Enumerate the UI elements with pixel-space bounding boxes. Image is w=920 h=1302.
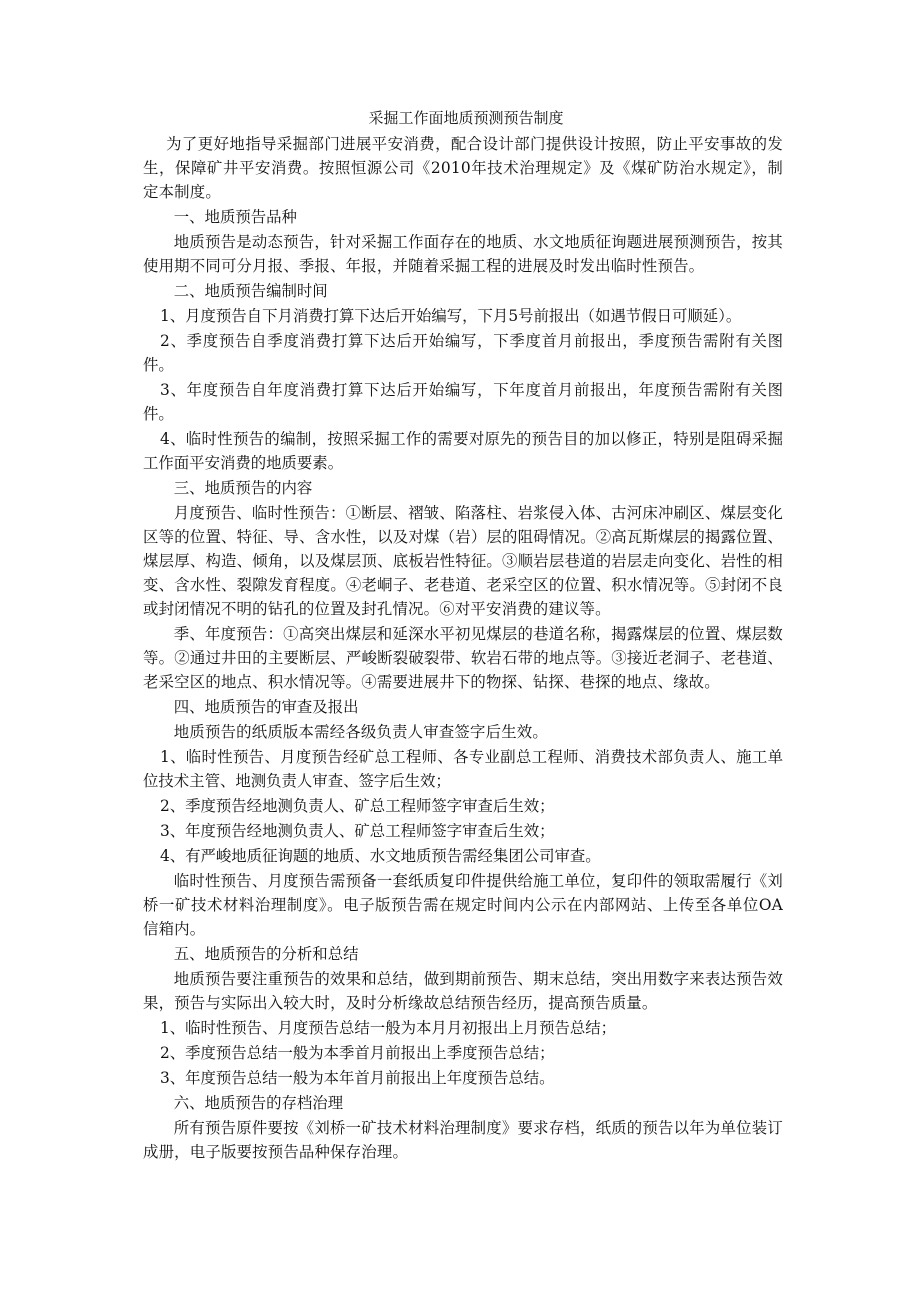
section-2-item: 2、季度预告自季度消费打算下达后开始编写，下季度首月前报出，季度预告需附有关图件。: [143, 332, 783, 374]
section-2-item: 4、临时性预告的编制，按照采掘工作的需要对原先的预告目的加以修正，特别是阻碍采掘工作面平安消费的地质要素。: [143, 430, 783, 472]
section-5-paragraph: 地质预告要注重预告的效果和总结，做到期前预告、期末总结，突出用数字来表达预告效果，预告与实际出入较大时，及时分析缘故总结预告经历，提高预告质量。: [143, 970, 783, 1012]
section-4-item: 3、年度预告经地测负责人、矿总工程师签字审查后生效；: [159, 822, 555, 840]
section-5-item: 3、年度预告总结一般为本年首月前报出上年度预告总结。: [159, 1069, 555, 1087]
section-2-heading: 二、地质预告编制时间: [173, 282, 328, 300]
section-4-paragraph-copies: 临时性预告、月度预告需预备一套纸质复印件提供给施工单位，复印件的领取需履行《刘桥一矿技术材料治理制度》。电子版预告需在规定时间内公示在内部网站、上传至各单位OA信箱内。: [143, 872, 783, 938]
section-3-heading: 三、地质预告的内容: [173, 479, 313, 497]
section-2-item: 1、月度预告自下月消费打算下达后开始编写，下月5号前报出（如遇节假日可顺延）。: [159, 307, 742, 325]
intro-paragraph: 为了更好地指导采掘部门进展平安消费，配合设计部门提供设计按照，防止平安事故的发生，保障矿井平安消费。按照恒源公司《2010年技术治理规定》及《煤矿防治水规定》，制定本制度。: [143, 135, 783, 201]
section-6-paragraph: 所有预告原件要按《刘桥一矿技术材料治理制度》要求存档，纸质的预告以年为单位装订成册，电子版要按预告品种保存治理。: [143, 1119, 783, 1161]
section-4-item: 4、有严峻地质征询题的地质、水文地质预告需经集团公司审查。: [159, 847, 601, 865]
section-4-item: 1、临时性预告、月度预告经矿总工程师、各专业副总工程师、消费技术部负责人、施工单位技术主管、地测负责人审查、签字后生效；: [143, 748, 783, 790]
section-4-heading: 四、地质预告的审查及报出: [173, 698, 359, 716]
section-2-item: 3、年度预告自年度消费打算下达后开始编写，下年度首月前报出，年度预告需附有关图件。: [143, 381, 783, 423]
section-6-heading: 六、地质预告的存档治理: [173, 1094, 344, 1112]
section-4-paragraph: 地质预告的纸质版本需经各级负责人审查签字后生效。: [173, 723, 548, 741]
section-5-item: 2、季度预告总结一般为本季首月前报出上季度预告总结；: [159, 1044, 555, 1062]
section-3-paragraph-quarterly: 季、年度预告：①高突出煤层和延深水平初见煤层的巷道名称，揭露煤层的位置、煤层数等。②通过井田的主要断层、严峻断裂破裂带、软岩石带的地点等。③接近老洞子、老巷道、老采空区的地点、积水情况等。④需要进展井下的物探、钻探、巷探的地点、缘故。: [143, 625, 783, 691]
section-4-item: 2、季度预告经地测负责人、矿总工程师签字审查后生效；: [159, 797, 555, 815]
section-3-paragraph-monthly: 月度预告、临时性预告：①断层、褶皱、陷落柱、岩浆侵入体、古河床冲刷区、煤层变化区等的位置、特征、导、含水性，以及对煤（岩）层的阻碍情况。②高瓦斯煤层的揭露位置、煤层厚、构造、倾角，以及煤层顶、底板岩性特征。③顺岩层巷道的岩层走向变化、岩性的相变、含水性、裂隙发育程度。④老峒子、老巷道、老采空区的位置、积水情况等。⑤封闭不良或封闭情况不明的钻孔的位置及封孔情况。⑥对平安消费的建议等。: [143, 504, 783, 618]
document-title: 采掘工作面地质预测预告制度: [368, 109, 564, 127]
section-5-heading: 五、地质预告的分析和总结: [173, 945, 359, 963]
section-1-paragraph: 地质预告是动态预告，针对采掘工作面存在的地质、水文地质征询题进展预测预告，按其使用期不同可分月报、季报、年报，并随着采掘工程的进展及时发出临时性预告。: [143, 233, 783, 275]
section-5-item: 1、临时性预告、月度预告总结一般为本月月初报出上月预告总结；: [159, 1019, 617, 1037]
document-page: [143, 108, 783, 1165]
section-1-heading: 一、地质预告品种: [173, 208, 297, 226]
